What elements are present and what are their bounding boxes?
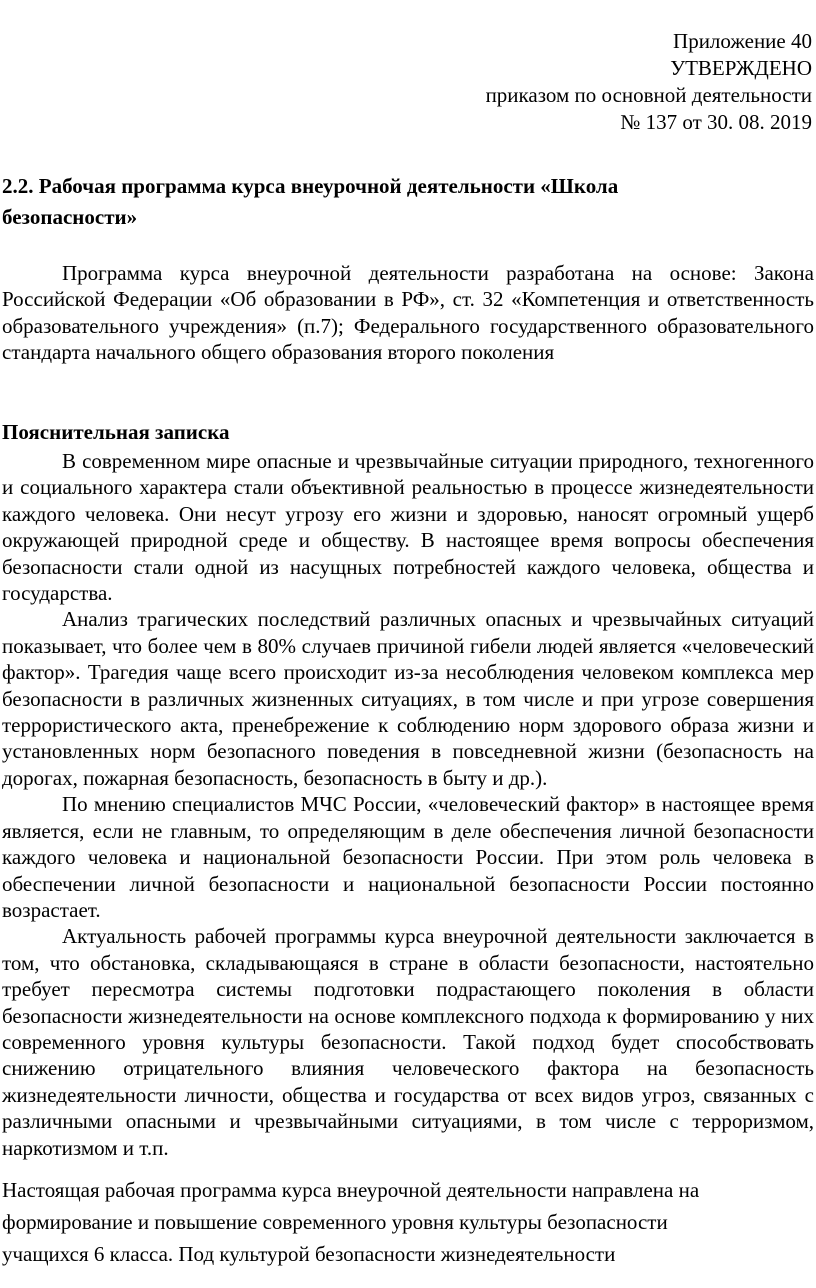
order-label: приказом по основной деятельности <box>485 83 812 107</box>
approved-label: УТВЕРЖДЕНО <box>670 56 812 80</box>
paragraph: В современном мире опасные и чрезвычайные ситуации природного, техногенного и социального характера стали объективной реальностью в процессе жизнедеятельности каждого человека. Они несут угрозу его жизни и здоровью, наносят огромный ущерб окружающей природной среде и обществу. В настоящее время вопросы обеспечения безопасности стали одной из насущных потребностей каждого человека, общества и государства. <box>2 449 814 606</box>
intro-block <box>2 260 814 366</box>
closing-line: Настоящая рабочая программа курса внеурочной деятельности направлена на <box>2 1178 700 1202</box>
explanatory-note <box>2 448 814 1161</box>
closing-text <box>2 1174 814 1270</box>
paragraph: По мнению специалистов МЧС России, «человеческий фактор» в настоящее время является, если не главным, то определяющим в деле обеспечения личной безопасности каждого человека и национальной безопасности России. При этом роль человека в обеспечении личной безопасности и национальной безопасности России постоянно возрастает. <box>2 792 814 922</box>
paragraph: Анализ трагических последствий различных опасных и чрезвычайных ситуаций показывает, что более чем в 80% случаев причиной гибели людей является «человеческий фактор». Трагедия чаще всего происходит из-за несоблюдения человеком комплекса мер безопасности в различных жизненных ситуациях, в том числе и при угрозе совершения террористического акта, пренебрежение к соблюдению норм здорового образа жизни и установленных норм безопасного поведения в повседневной жизни (безопасность на дорогах, пожарная безопасность, безопасность в быту и др.). <box>2 607 814 790</box>
closing-line: учащихся 6 класса. Под культурой безопасности жизнедеятельности <box>2 1242 616 1266</box>
intro-paragraph: Программа курса внеурочной деятельности разработана на основе: Закона Российской Федерации «Об образовании в РФ», ст. 32 «Компетенция и ответственность образовательного учреждения» (п.7); Федерального государственного образовательного стандарта начального общего образования второго поколения <box>2 261 814 365</box>
closing-line: формирование и повышение современного уровня культуры безопасности <box>2 1210 668 1234</box>
approval-header <box>486 28 812 136</box>
order-number: № 137 от 30. 08. 2019 <box>620 110 812 134</box>
page-title: 2.2. Рабочая программа курса внеурочной деятельности «Школа безопасности» <box>2 174 619 229</box>
appendix-label: Приложение 40 <box>673 29 812 53</box>
paragraph: Актуальность рабочей программы курса внеурочной деятельности заключается в том, что обстановка, складывающаяся в стране в области безопасности, настоятельно требует пересмотра системы подготовки подрастающего поколения в области безопасности жизнедеятельности на основе комплексного подхода к формированию у них современного уровня культуры безопасности. Такой подход будет способствовать снижению отрицательного влияния человеческого фактора на безопасность жизнедеятельности личности, общества и государства от всех видов угроз, связанных с различными опасными и чрезвычайными ситуациями, в том числе с терроризмом, наркотизмом и т.п. <box>2 924 814 1160</box>
section-heading: Пояснительная записка <box>2 420 230 444</box>
